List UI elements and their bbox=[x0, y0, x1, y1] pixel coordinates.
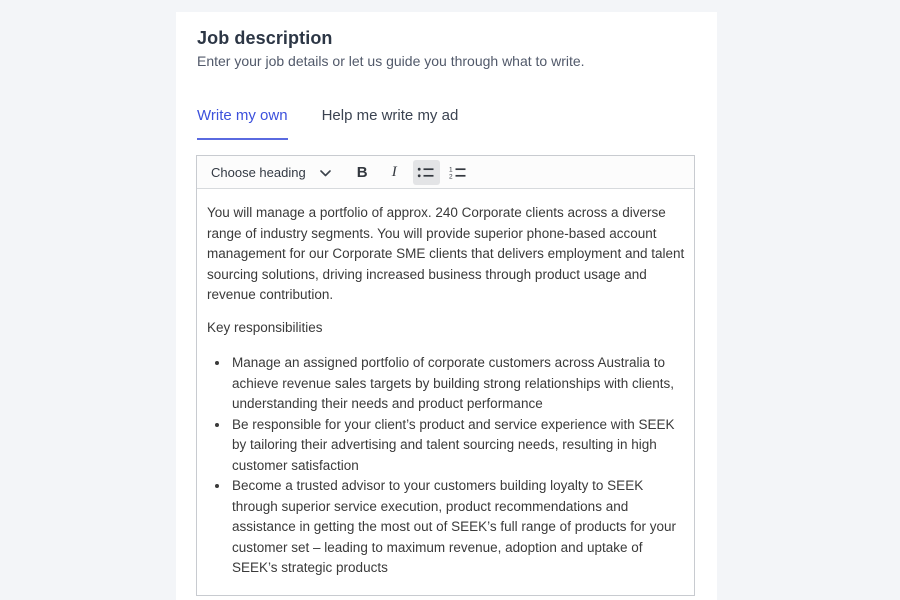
key-responsibilities-heading: Key responsibilities bbox=[207, 319, 323, 335]
choose-heading-dropdown[interactable] bbox=[207, 163, 335, 182]
choose-heading-label: Choose heading bbox=[211, 164, 306, 180]
list-item: • Be responsible for your client’s product and service experience with SEEK by tailoring their advertising and talent sourcing needs, resulting in high customer satisfaction bbox=[230, 415, 686, 477]
list-item: • Become a trusted advisor to your customers building loyalty to SEEK through superior service execution, product recommendations and assistance in getting the most out of SEEK’s full range of products for your customer set – leading to maximum revenue, adoption and uptake of SEEK’s strategic products bbox=[230, 476, 686, 579]
page-subtitle: Enter your job details or let us guide you through what to write. bbox=[197, 53, 585, 69]
svg-text:2: 2 bbox=[449, 172, 453, 179]
numbered-list-button[interactable] bbox=[445, 160, 472, 185]
editor-content-area[interactable] bbox=[197, 189, 694, 595]
tab-bar bbox=[197, 107, 458, 140]
responsibilities-list bbox=[207, 353, 686, 579]
numbered-list-icon bbox=[449, 166, 467, 179]
list-item: • Manage an assigned portfolio of corporate customers across Australia to achieve revenue sales targets by building strong relationships with clients, understanding their needs and product performance bbox=[230, 353, 686, 415]
rich-text-editor bbox=[196, 155, 695, 596]
bold-button[interactable] bbox=[349, 160, 376, 185]
bullet-list-button[interactable] bbox=[413, 160, 440, 185]
intro-paragraph: You will manage a portfolio of approx. 240 Corporate clients across a diverse range of industry segments. You will provide superior phone-based account management for our Corporate SME clients that delivers employment and talent sourcing solutions, driving increased business through product usage and revenue contribution. bbox=[207, 205, 685, 302]
bold-icon: B bbox=[356, 163, 368, 181]
italic-button[interactable] bbox=[381, 160, 408, 185]
bullet-list-icon bbox=[417, 166, 435, 179]
italic-icon: I bbox=[391, 163, 397, 180]
page-title: Job description bbox=[197, 28, 333, 48]
editor-toolbar bbox=[197, 156, 694, 189]
tab-write-my-own[interactable]: Write my own bbox=[197, 107, 288, 140]
svg-text:1: 1 bbox=[449, 166, 453, 174]
job-description-card bbox=[176, 12, 717, 600]
tab-help-me-write-my-ad[interactable]: Help me write my ad bbox=[321, 107, 459, 124]
chevron-down-icon bbox=[320, 165, 331, 180]
